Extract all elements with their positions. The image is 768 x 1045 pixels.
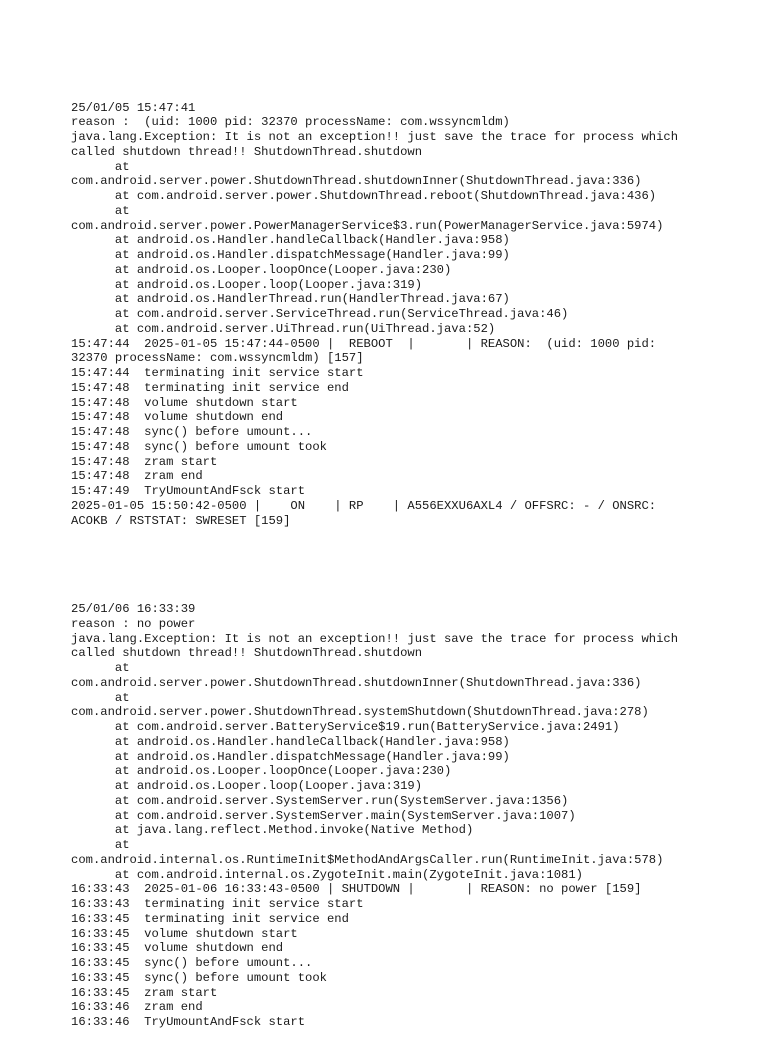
log-line: java.lang.Exception: It is not an exception!! just save the trace for process which [71,631,679,646]
log-line: com.android.server.power.ShutdownThread.shutdownInner(ShutdownThread.java:336) [71,174,642,189]
log-line: 15:47:44 2025-01-05 15:47:44-0500 | REBOOT | | REASON: (uid: 1000 pid: [71,336,657,351]
log-line: at com.android.internal.os.ZygoteInit.main(ZygoteInit.java:1081) [71,867,583,882]
log-line: 2025-01-05 15:50:42-0500 | ON | RP | A556EXXU6AXL4 / OFFSRC: - / ONSRC: [71,498,657,513]
log-line: called shutdown thread!! ShutdownThread.shutdown [71,646,423,661]
log-entry-block [71,602,761,1030]
log-line: at [71,159,130,174]
log-line: 15:47:49 TryUmountAndFsck start [71,484,306,498]
log-line: 25/01/06 16:33:39 [71,602,196,616]
log-document [71,71,761,1045]
log-line: called shutdown thread!! ShutdownThread.shutdown [71,144,423,159]
log-line: 16:33:45 volume shutdown end [71,941,284,956]
log-line: com.android.server.power.ShutdownThread.systemShutdown(ShutdownThread.java:278) [71,705,649,720]
log-line: 15:47:44 terminating init service start [71,366,364,380]
log-line: at android.os.Looper.loop(Looper.java:319) [71,277,423,292]
log-line: ACOKB / RSTSTAT: SWRESET [159] [71,513,291,528]
log-line: at android.os.HandlerThread.run(HandlerThread.java:67) [71,292,510,307]
log-entry-block [71,101,761,529]
log-line: at com.android.server.ServiceThread.run(ServiceThread.java:46) [71,307,569,321]
log-line: at android.os.Handler.dispatchMessage(Handler.java:99) [71,749,510,764]
log-line: 16:33:45 terminating init service end [71,911,349,926]
log-line: at com.android.server.UiThread.run(UiThread.java:52) [71,321,496,336]
block-separator [71,558,761,573]
log-line: 15:47:48 sync() before umount took [71,439,327,454]
log-line: 15:47:48 terminating init service end [71,380,349,395]
log-line: com.android.server.power.ShutdownThread.shutdownInner(ShutdownThread.java:336) [71,675,642,690]
log-line: at com.android.server.SystemServer.run(SystemServer.java:1356) [71,793,569,808]
log-line: com.android.server.power.PowerManagerService$3.run(PowerManagerService.java:5974) [71,218,664,233]
log-line: reason : (uid: 1000 pid: 32370 processName: com.wssyncmldm) [71,115,510,130]
log-line: at java.lang.reflect.Method.invoke(Native Method) [71,823,474,838]
log-line: 15:47:48 volume shutdown end [71,410,284,425]
log-line: at com.android.server.power.ShutdownThread.reboot(ShutdownThread.java:436) [71,189,657,203]
log-line: at com.android.server.SystemServer.main(SystemServer.java:1007) [71,808,576,823]
log-line: at android.os.Looper.loopOnce(Looper.java:230) [71,262,452,277]
log-line: at android.os.Looper.loop(Looper.java:319) [71,779,423,793]
log-line: 15:47:48 zram start [71,454,218,469]
log-line: at android.os.Looper.loopOnce(Looper.java:230) [71,764,452,779]
log-line: at android.os.Handler.handleCallback(Handler.java:958) [71,734,510,749]
log-line: 15:47:48 volume shutdown start [71,395,298,410]
log-line: 25/01/05 15:47:41 [71,100,196,115]
log-line: reason : no power [71,616,196,631]
log-line: at android.os.Handler.handleCallback(Handler.java:958) [71,233,510,248]
log-line: at [71,661,130,675]
log-line: 16:33:45 sync() before umount... [71,956,313,970]
log-line: at [71,838,130,852]
log-line: at android.os.Handler.dispatchMessage(Handler.java:99) [71,248,510,262]
log-line: at [71,203,130,218]
log-line: 16:33:45 zram start [71,985,218,1000]
log-line: at com.android.server.BatteryService$19.run(BatteryService.java:2491) [71,720,620,734]
log-line: java.lang.Exception: It is not an exception!! just save the trace for process which [71,130,679,144]
log-line: 15:47:48 sync() before umount... [71,425,313,439]
log-line: 16:33:46 zram end [71,1000,203,1015]
log-line: 15:47:48 zram end [71,469,203,484]
log-line: 16:33:43 terminating init service start [71,897,364,911]
log-line: 16:33:46 TryUmountAndFsck start [71,1015,306,1029]
log-line: com.android.internal.os.RuntimeInit$MethodAndArgsCaller.run(RuntimeInit.java:578) [71,852,664,867]
log-line: 16:33:43 2025-01-06 16:33:43-0500 | SHUTDOWN | | REASON: no power [159] [71,882,642,897]
log-line: at [71,690,130,705]
log-line: 16:33:45 sync() before umount took [71,970,327,985]
log-line: 16:33:45 volume shutdown start [71,926,298,941]
log-line: 32370 processName: com.wssyncmldm) [157] [71,351,364,366]
